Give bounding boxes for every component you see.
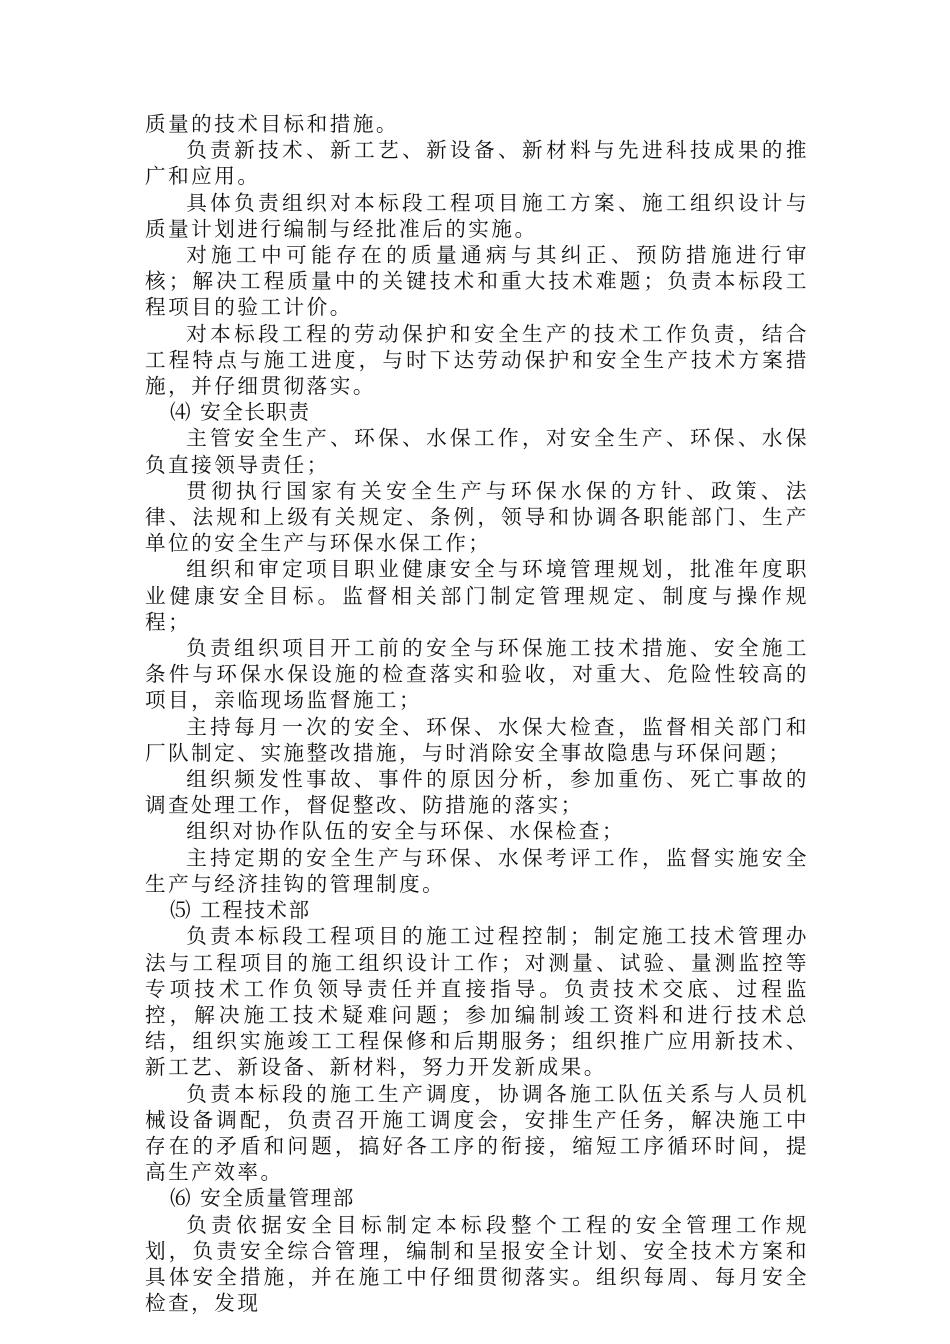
paragraph: 负责本标段工程项目的施工过程控制；制定施工技术管理办法与工程项目的施工组织设计工作；对测量、试验、量测监控等专项技术工作负领导责任并直接指导。负责技术交底、过程监控，解决施工技术疑难问题；参加编制竣工资料和进行技术总结，组织实施竣工工程保修和后期服务；组织推广应用新技术、新工艺、新设备、新材料，努力开发新成果。 (145, 924, 809, 1080)
paragraph: 贯彻执行国家有关安全生产与环保水保的方针、政策、法律、法规和上级有关规定、条例，领导和协调各职能部门、生产单位的安全生产与环保水保工作； (145, 478, 809, 556)
paragraph: 组织和审定项目职业健康安全与环境管理规划，批准年度职业健康安全目标。监督相关部门制定管理规定、制度与操作规程； (145, 557, 809, 634)
section-heading: ⑹ 安全质量管理部 (170, 1186, 355, 1211)
paragraph: 负责依据安全目标制定本标段整个工程的安全管理工作规划，负责安全综合管理，编制和呈报安全计划、安全技术方案和具体安全措施，并在施工中仔细贯彻落实。组织每周、每月安全检查，发现 (145, 1212, 809, 1316)
paragraph: 负责本标段的施工生产调度，协调各施工队伍关系与人员机械设备调配，负责召开施工调度会，安排生产任务，解决施工中存在的矛盾和问题，搞好各工序的衔接，缩短工序循环时间，提高生产效率。 (145, 1081, 809, 1185)
paragraph: 负责新技术、新工艺、新设备、新材料与先进科技成果的推广和应用。 (145, 138, 809, 189)
paragraph: 对施工中可能存在的质量通病与其纠正、预防措施进行审核；解决工程质量中的关键技术和重大技术难题；负责本标段工程项目的验工计价。 (145, 243, 809, 320)
paragraph: 主管安全生产、环保、水保工作，对安全生产、环保、水保负直接领导责任； (145, 426, 809, 477)
paragraph: 主持每月一次的安全、环保、水保大检查，监督相关部门和厂队制定、实施整改措施，与时消除安全事故隐患与环保问题； (145, 714, 809, 765)
document-page (145, 111, 809, 1316)
paragraph: 对本标段工程的劳动保护和安全生产的技术工作负责，结合工程特点与施工进度，与时下达劳动保护和安全生产技术方案措施，并仔细贯彻落实。 (145, 321, 809, 399)
paragraph: 组织对协作队伍的安全与环保、水保检查； (186, 819, 625, 844)
paragraph: 质量的技术目标和措施。 (145, 112, 400, 136)
paragraph: 具体负责组织对本标段工程项目施工方案、施工组织设计与质量计划进行编制与经批准后的实施。 (145, 190, 809, 241)
paragraph: 负责组织项目开工前的安全与环保施工技术措施、安全施工条件与环保水保设施的检查落实和验收，对重大、危险性较高的项目，亲临现场监督施工； (145, 636, 809, 713)
paragraph: 组织频发性事故、事件的原因分析，参加重伤、死亡事故的调查处理工作，督促整改、防措施的落实； (145, 767, 809, 818)
section-heading: ⑸ 工程技术部 (170, 898, 311, 923)
section-heading: ⑷ 安全长职责 (170, 400, 311, 425)
paragraph: 主持定期的安全生产与环保、水保考评工作，监督实施安全生产与经济挂钩的管理制度。 (145, 845, 809, 896)
